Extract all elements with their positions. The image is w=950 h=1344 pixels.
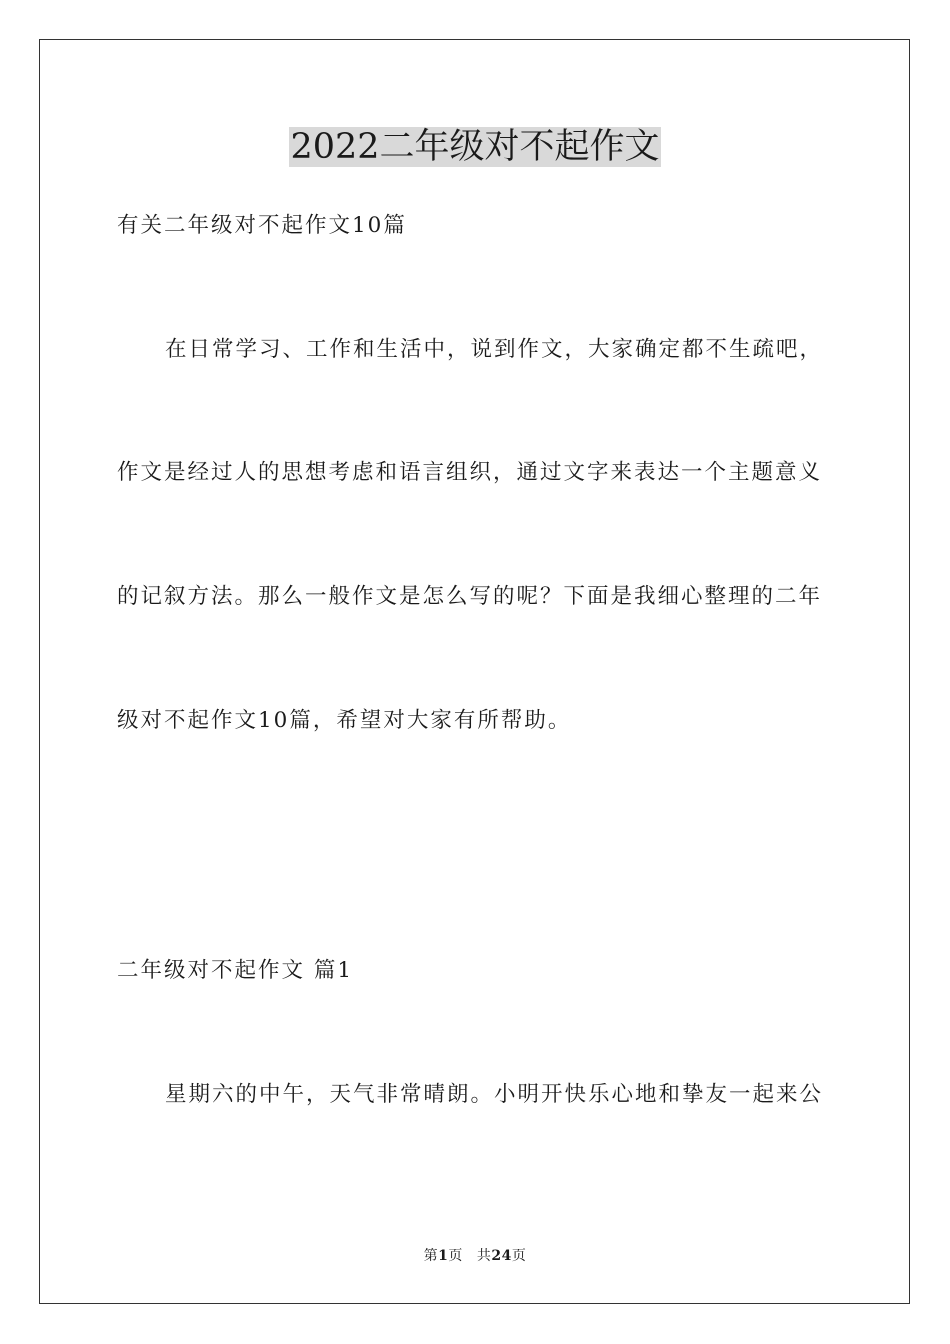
total-prefix: 共 bbox=[476, 1248, 492, 1264]
paragraph-line: 星期六的中午，天气非常晴朗。小明开快乐心地和挚友一起来公 bbox=[165, 1082, 824, 1107]
section-heading: 二年级对不起作文 篇1 bbox=[117, 958, 354, 983]
paragraph-line: 作文是经过人的思想考虑和语言组织，通过文字来表达一个主题意义 bbox=[117, 460, 823, 485]
document-title bbox=[0, 125, 950, 169]
paragraph-line: 的记叙方法。那么一般作文是怎么写的呢？下面是我细心整理的二年 bbox=[117, 584, 823, 609]
page-prefix: 第 bbox=[423, 1248, 439, 1264]
document-title-text: 2022二年级对不起作文 bbox=[290, 127, 660, 167]
total-suffix: 页 bbox=[511, 1248, 527, 1264]
page-number: 1 bbox=[438, 1248, 449, 1264]
page-footer bbox=[0, 1246, 950, 1266]
paragraph-line: 级对不起作文10篇，希望对大家有所帮助。 bbox=[117, 708, 572, 733]
page-suffix: 页 bbox=[448, 1248, 463, 1264]
total-pages: 24 bbox=[491, 1248, 512, 1264]
paragraph-line: 在日常学习、工作和生活中，说到作文，大家确定都不生疏吧， bbox=[165, 337, 824, 362]
intro-line: 有关二年级对不起作文10篇 bbox=[117, 213, 407, 238]
